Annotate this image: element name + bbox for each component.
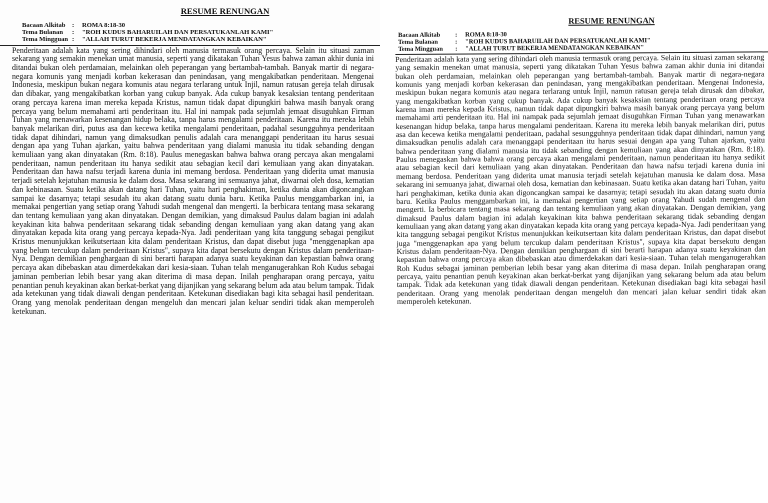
meta-separator: : (72, 29, 75, 37)
meta-separator: : (72, 22, 75, 29)
meta-label: Bacaan Alkitab (398, 31, 441, 39)
meta-label: Tema Bulanan (22, 29, 63, 37)
meta-separator: : (455, 45, 458, 53)
meta-value: "ROH KUDUS BAHARUILAH DAN PERSATUKANLAH KAMI" (465, 37, 651, 46)
meta-label: Bacaan Alkitab (22, 22, 66, 29)
body-text: Penderitaan adalah kata yang sering dihindari oleh manusia termasuk orang percaya. Selain itu situasi zaman sekarang yang semakin menekan umat manusia, seperti yang dikatakan Tuhan Yesus bahwa zaman akhir dunia ini ditandai bukan oleh perdamaian, melainkan oleh peperangan yang bertambah-tambah. Banyak martir di negara-negara komunis yang menjadi korban kekerasan dan penindasan, yang mengakibatkan penderitaan. Mengenai Indonesia, meskipun bukan negara komunis atau negara terlarang untuk Injil, namun ratusan gereja telah dirusak dan dibakar, yang mengakibatkan korban yang cukup banyak. Ada cukup banyak kesaksian tentang penderitaan orang percaya karena iman mereka kepada Kristus, namun tidak dapat dipungkiri bahwa masih banyak orang percaya yang belum memahami arti penderitaan itu. Hal ini nampak pada sejumlah jemaat disuguhkan Firman Tuhan yang menawarkan kesenangan hidup belaka, tanpa harus mengalami penderitaan. Karena itu mereka lebih banyak melarikan diri, putus asa dan kecewa ketika mengalami penderitaan, padahal sesungguhnya penderitaan tidak dapat dihindari, namun yang dimaksudkan penulis adalah cara menanggapi penderitaan itu harus sesuai dengan apa yang Tuhan ajarkan, yaitu bahwa penderitaan yang dialami manusia itu tidak sebanding dengan kemuliaan yang akan dinyatakan (Rm. 8:18). Paulus menegaskan bahwa bahwa orang percaya akan mengalami penderitaan, namun penderitaan itu hanya sedikit atau sebagian kecil dari kemuliaan yang akan dinyatakan. Penderitaan dan hawa nafsu terjadi karena dunia ini memang berdosa. Penderitaan yang diderita umat manusia terjadi setelah kejatuhan manusia ke dalam dosa. Masa sekarang ini semuanya jahat, diwarnai oleh dosa, kematian dan kebinasaan. Suatu ketika akan datang hari Tuhan, yaitu hari penghakiman, ketika dunia akan digoncangkan sampai ke dasarnya; tetapi sesudah itu akan datang suatu dunia baru. Ketika Paulus menggambarkan ini, ia memakai pengertian yang setiap orang Yahudi sudah mengenal dan mengerti. Ia berbicara tentang masa sekarang dan tentang kemuliaan yang akan dinyatakan. Dengan demikian, yang dimaksud Paulus dalam bagian ini adalah keyakinan kita bahwa penderitaan sekarang tidak sebanding dengan kemuliaan yang akan datang yang akan dinyatakan kepada kita orang yang percaya kepada-Nya. Jadi penderitaan yang kita tanggung sebagai pengikut Kristus menunjukkan keikutsertaan kita dalam penderitaan Kristus, dan dapat disebut juga "menggenapkan apa yang belum tercukup dalam penderitaan Kristus", supaya kita dapat bersekutu dengan Kristus dalam penderitaan-Nya. Dengan demikian penghargaan di sini berarti harapan adanya suatu keyakinan dan kepastian bahwa orang percaya akan dibebaskan atau dimerdekakan dari kesia-siaan. Tuhan telah menganugerahkan Roh Kudus sebagai jaminan pemberian lebih besar yang akan diterima di masa depan. Inilah pengharapan orang percaya, yaitu penantian penuh keyakinan akan berkat-berkat yang dijanjikan yang sekarang belum ada atau belum tampak. Tidak ada ketekunan yang tidak diawali dengan penderitaan. Ketekunan disediakan bagi kita sebagai hasil penderitaan. Orang yang menolak penderitaan dengan mengeluh dan mencari jalan keluar sendiri tidak akan memperoleh ketekunan. (12, 45, 374, 316)
meta-value: "ALLAH TURUT BEKERJA MENDATANGKAN KEBAIKAN" (465, 44, 645, 53)
meta-label: Tema Mingguan (22, 36, 69, 44)
meta-value: ROMA 8:18-30 (465, 31, 507, 39)
meta-label: Tema Mingguan (398, 45, 443, 53)
meta-separator: : (72, 36, 75, 44)
document-page-right (395, 15, 768, 503)
meta-row-tema-bulanan (22, 29, 380, 36)
meta-value: "ALLAH TURUT BEKERJA MENDATANGKAN KEBAIKAN" (82, 36, 267, 44)
meta-separator: : (455, 38, 458, 46)
meta-value: "ROH KUDUS BAHARUILAH DAN PERSATUKANLAH KAMI" (82, 29, 274, 37)
meta-block (0, 22, 380, 44)
meta-label: Tema Bulanan (398, 38, 438, 46)
document-title: RESUME RENUNGAN (180, 6, 270, 16)
meta-separator: : (455, 31, 458, 39)
document-page-left (0, 0, 380, 503)
meta-row-tema-mingguan (22, 36, 380, 43)
body-text: Penderitaan adalah kata yang sering dihindari oleh manusia termasuk orang percaya. Selain itu situasi zaman sekarang yang semakin menekan umat manusia, seperti yang dikatakan Tuhan Yesus bahwa zaman akhir dunia ini ditandai bukan oleh perdamaian, melainkan oleh peperangan yang bertambah-tambah. Banyak martir di negara-negara komunis yang menjadi korban kekerasan dan penindasan, yang mengakibatkan penderitaan. Mengenai Indonesia, meskipun bukan negara komunis atau negara terlarang untuk Injil, namun ratusan gereja telah dirusak dan dibakar, yang mengakibatkan korban yang cukup banyak. Ada cukup banyak kesaksian tentang penderitaan orang percaya karena iman mereka kepada Kristus, namun tidak dapat dipungkiri bahwa masih banyak orang percaya yang belum memahami arti penderitaan itu. Hal ini nampak pada sejumlah jemaat disuguhkan Firman Tuhan yang menawarkan kesenangan hidup belaka, tanpa harus mengalami penderitaan. Karena itu mereka lebih banyak melarikan diri, putus asa dan kecewa ketika mengalami penderitaan, padahal sesungguhnya penderitaan tidak dapat dihindari, namun yang dimaksudkan penulis adalah cara menanggapi penderitaan itu harus sesuai dengan apa yang Tuhan ajarkan, yaitu bahwa penderitaan yang dialami manusia itu tidak sebanding dengan kemuliaan yang akan dinyatakan (Rm. 8:18). Paulus menegaskan bahwa bahwa orang percaya akan mengalami penderitaan, namun penderitaan itu hanya sedikit atau sebagian kecil dari kemuliaan yang akan dinyatakan. Penderitaan dan hawa nafsu terjadi karena dunia ini memang berdosa. Penderitaan yang diderita umat manusia terjadi setelah kejatuhan manusia ke dalam dosa. Masa sekarang ini semuanya jahat, diwarnai oleh dosa, kematian dan kebinasaan. Suatu ketika akan datang hari Tuhan, yaitu hari penghakiman, ketika dunia akan digoncangkan sampai ke dasarnya; tetapi sesudah itu akan datang suatu dunia baru. Ketika Paulus menggambarkan ini, ia memakai pengertian yang setiap orang Yahudi sudah mengenal dan mengerti. Ia berbicara tentang masa sekarang dan tentang kemuliaan yang akan dinyatakan. Dengan demikian, yang dimaksud Paulus dalam bagian ini adalah keyakinan kita bahwa penderitaan sekarang tidak sebanding dengan kemuliaan yang akan datang yang akan dinyatakan kepada kita orang yang percaya kepada-Nya. Jadi penderitaan yang kita tanggung sebagai pengikut Kristus menunjukkan keikutsertaan kita dalam penderitaan Kristus, dan dapat disebut juga "menggenapkan apa yang belum tercukup dalam penderitaan Kristus", supaya kita dapat bersekutu dengan Kristus dalam penderitaan-Nya. Dengan demikian penghargaan di sini berarti harapan adanya suatu keyakinan dan kepastian bahwa orang percaya akan dibebaskan atau dimerdekakan dari kesia-siaan. Tuhan telah menganugerahkan Roh Kudus sebagai jaminan pemberian lebih besar yang akan diterima di masa depan. Inilah pengharapan orang percaya, yaitu penantian penuh keyakinan akan berkat-berkat yang dijanjikan yang sekarang belum ada atau belum tampak. Tidak ada ketekunan yang tidak diawali dengan penderitaan. Ketekunan disediakan bagi kita sebagai hasil penderitaan. Orang yang menolak penderitaan dengan mengeluh dan mencari jalan keluar sendiri tidak akan memperoleh ketekunan. (395, 52, 766, 306)
meta-row-bacaan (22, 22, 380, 29)
document-title: RESUME RENUNGAN (568, 16, 655, 26)
meta-block (395, 29, 768, 53)
meta-value: ROMA 8:18-30 (82, 22, 126, 29)
